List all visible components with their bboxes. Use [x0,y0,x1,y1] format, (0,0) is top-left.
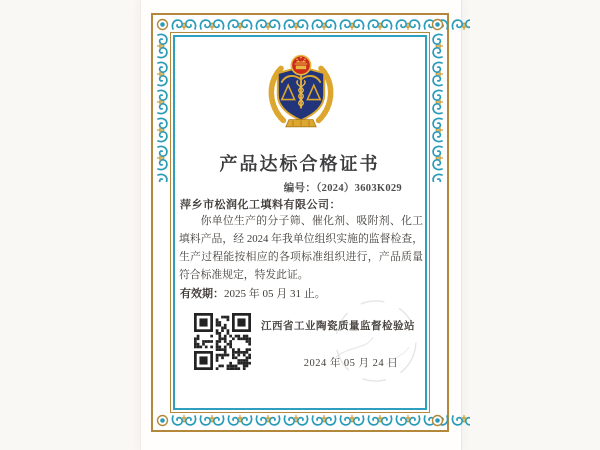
border-corner-rosette-icon [155,17,170,32]
issue-date: 2024 年 05 月 24 日 [303,358,399,369]
border-corner-rosette-icon [430,17,445,32]
qr-code [194,313,251,370]
border-corner-rosette-icon [155,413,170,428]
border-scroll-pattern-icon [155,32,170,182]
validity-line [180,285,326,301]
certificate-title: 产品达标合格证书 [219,154,380,174]
border-scroll-pattern-icon [430,32,445,182]
border-scroll-pattern-icon [170,17,470,32]
recipient-company: 萍乡市松润化工填料有限公司： [180,199,341,211]
certificate-body-text: 你单位生产的分子筛、催化剂、吸附剂、化工填料产品，经 2024 年我单位组织实施的监督检查，生产过程能按相应的各项标准组织进行，产品质量符合标准规定，特发此证。 [179,215,423,281]
border-scroll-pattern-icon [170,413,470,428]
certificate-number: 编号：（2024）3603K029 [283,183,402,194]
border-corner-rosette-icon [430,413,445,428]
validity-value: 2025 年 05 月 31 止。 [224,288,326,300]
quality-supervision-emblem-icon [261,50,341,130]
validity-label: 有效期： [180,288,224,300]
certificate-paper [140,0,462,450]
issuer-name: 江西省工业陶瓷质量监督检验站 [261,321,415,332]
